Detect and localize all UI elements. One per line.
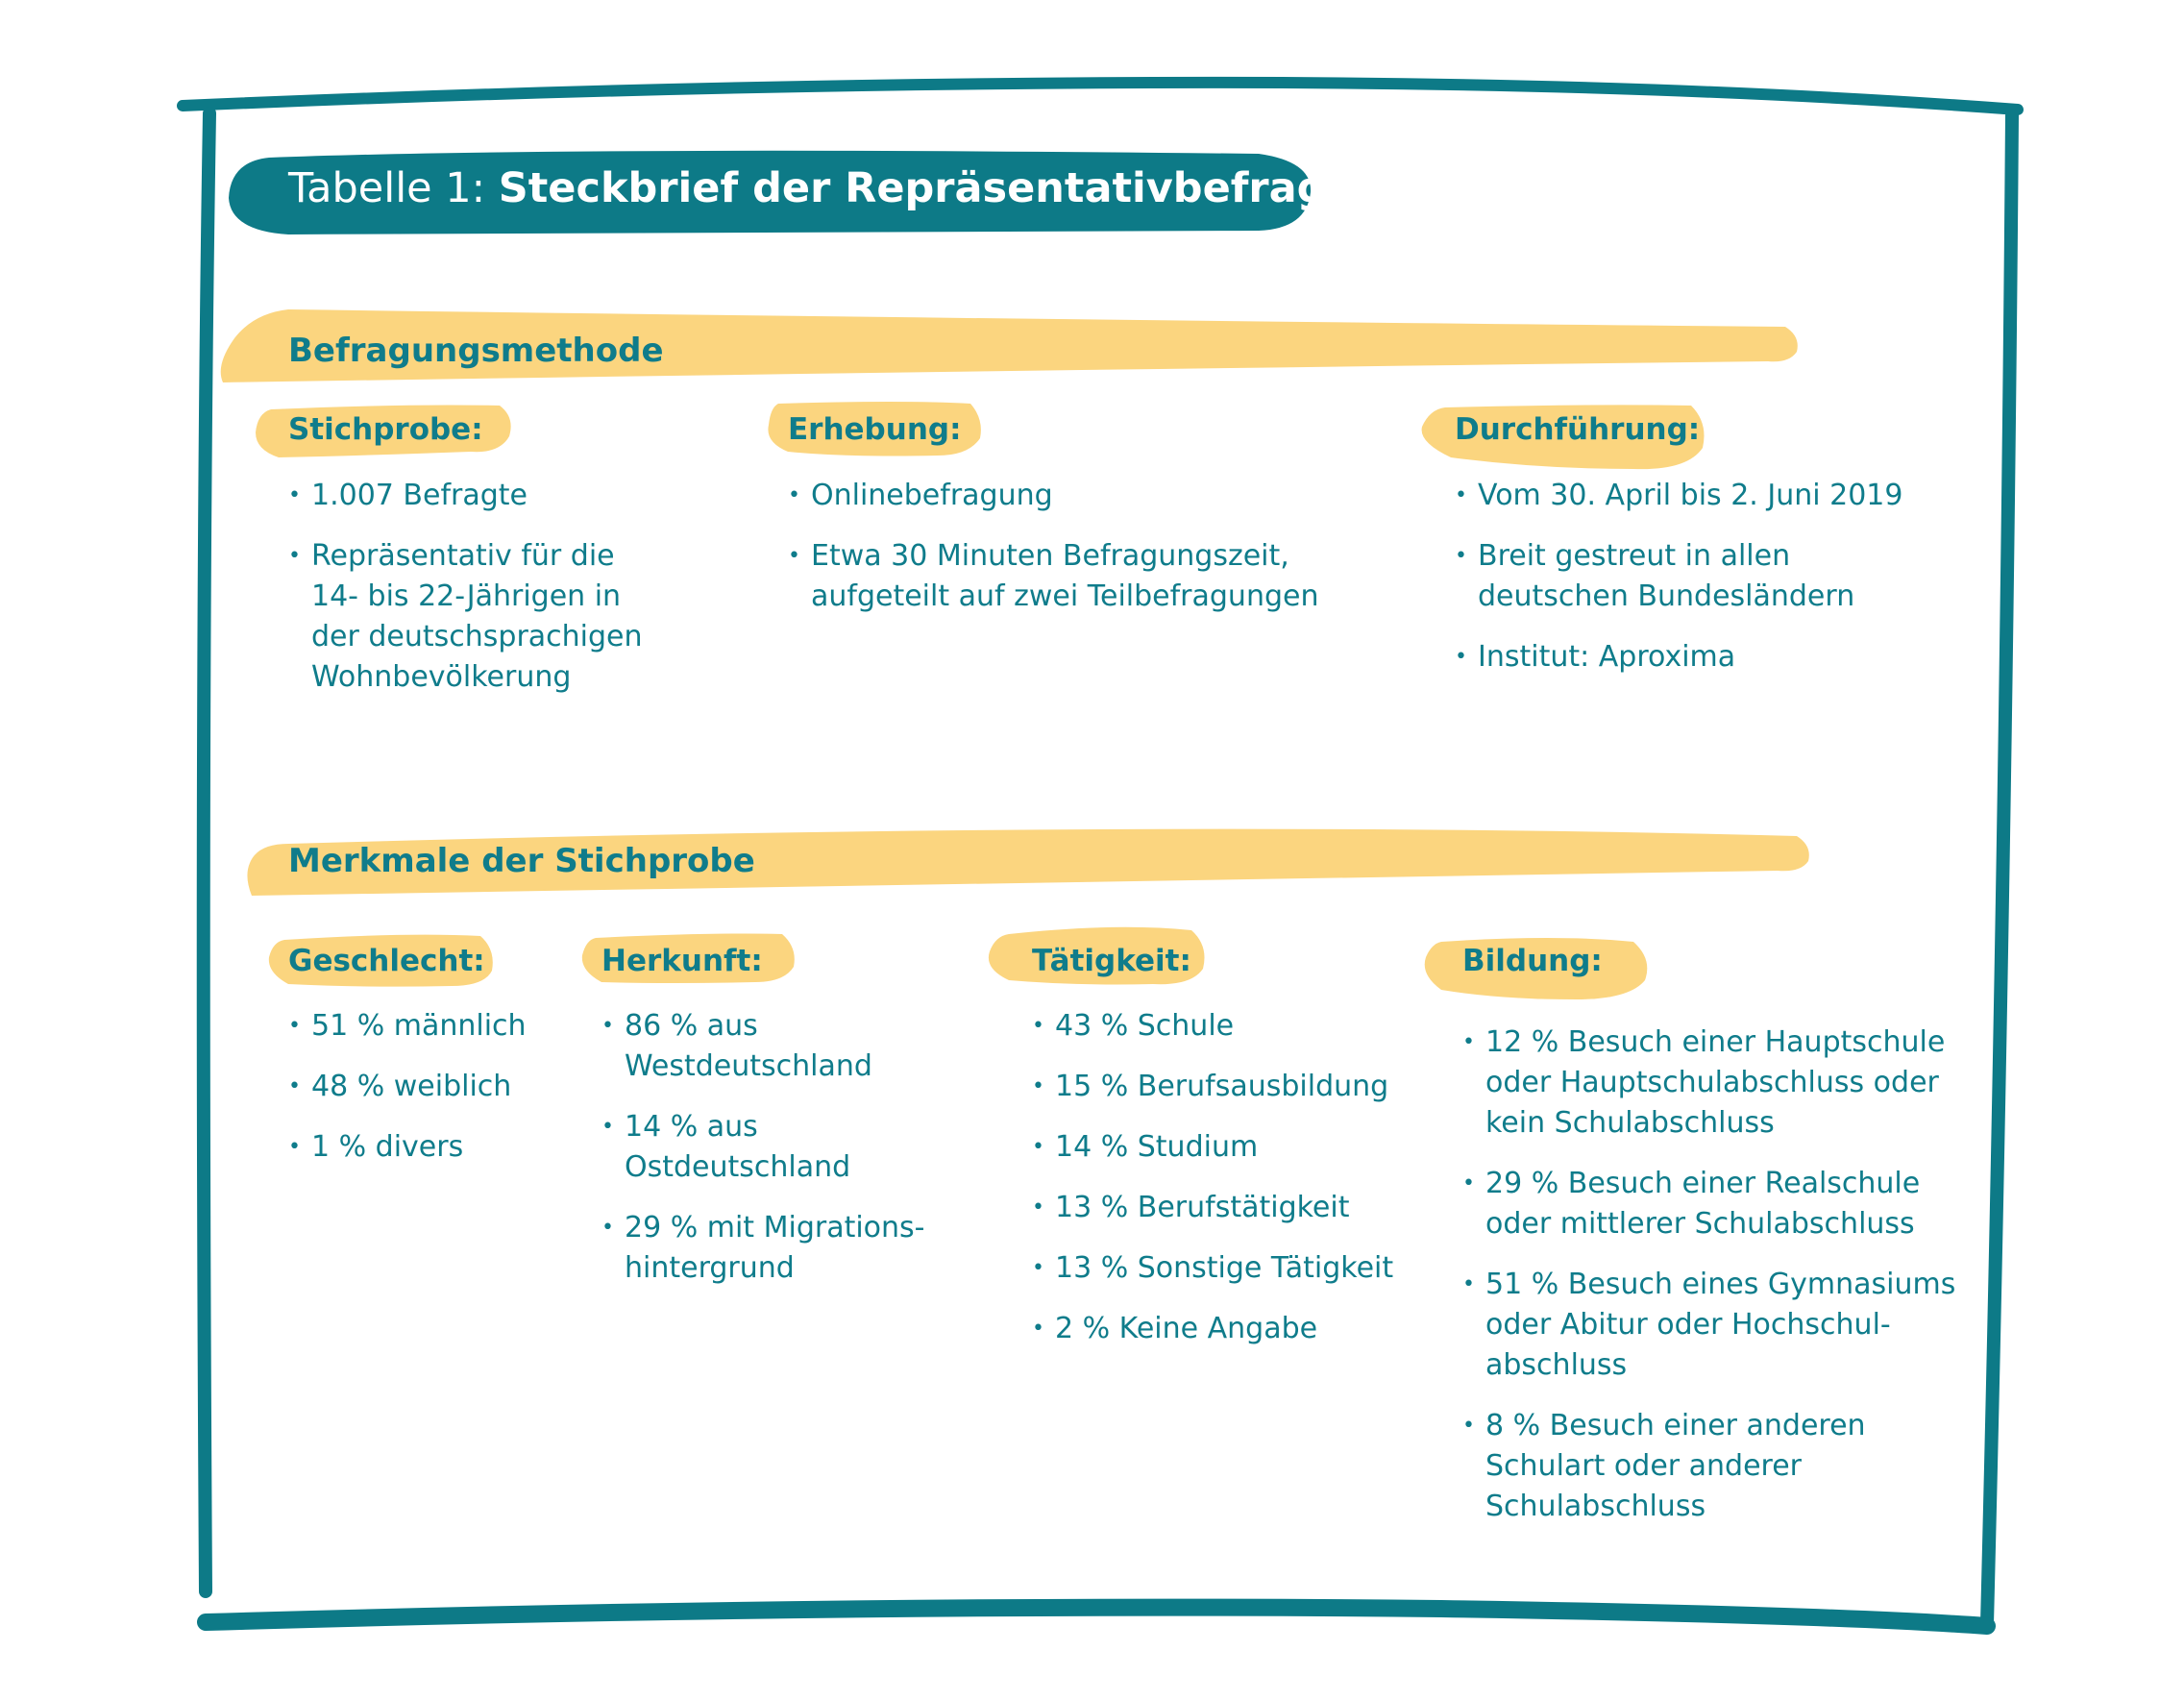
bildung-list xyxy=(1462,1022,1981,1547)
geschlecht-list xyxy=(288,1006,577,1188)
title-main: Steckbrief der Repräsentativbefragung xyxy=(498,164,1415,212)
list-item: • 15 % Berufsausbildung xyxy=(1032,1067,1436,1107)
list-item: • 8 % Besuch einer anderen Schulart oder anderer Schulabschluss xyxy=(1462,1406,1981,1527)
stichprobe-list xyxy=(288,476,711,718)
list-item: • 86 % aus Westdeutschland xyxy=(601,1006,986,1087)
list-item: • Etwa 30 Minuten Befragungszeit, aufgeteilt auf zwei Teilbefragungen xyxy=(788,536,1384,617)
frame-right-stroke xyxy=(1987,115,2012,1624)
label-herkunft: Herkunft: xyxy=(601,944,763,978)
erhebung-list xyxy=(788,476,1384,637)
frame-left-stroke xyxy=(204,113,209,1591)
herkunft-list xyxy=(601,1006,986,1309)
list-item: • Vom 30. April bis 2. Juni 2019 xyxy=(1455,476,1954,516)
list-item: • 2 % Keine Angabe xyxy=(1032,1309,1436,1349)
label-bildung: Bildung: xyxy=(1462,944,1603,978)
label-erhebung: Erhebung: xyxy=(788,412,962,447)
label-durchfuehrung: Durchführung: xyxy=(1455,412,1701,447)
label-taetigkeit: Tätigkeit: xyxy=(1032,944,1191,978)
label-stichprobe: Stichprobe: xyxy=(288,412,483,447)
list-item: • Repräsentativ für die 14- bis 22-Jährigen in der deutschsprachigen Wohnbevölkerung xyxy=(288,536,711,698)
section-heading-merkmale: Merkmale der Stichprobe xyxy=(288,842,755,880)
list-item: • 29 % mit Migrations- hintergrund xyxy=(601,1208,986,1289)
list-item: • 12 % Besuch einer Hauptschule oder Hauptschulabschluss oder kein Schulabschluss xyxy=(1462,1022,1981,1144)
list-item: • 29 % Besuch einer Realschule oder mittlerer Schulabschluss xyxy=(1462,1164,1981,1244)
list-item: • 13 % Berufstätigkeit xyxy=(1032,1188,1436,1228)
list-item: • 1 % divers xyxy=(288,1127,577,1168)
list-item: • 1.007 Befragte xyxy=(288,476,711,516)
list-item: • 48 % weiblich xyxy=(288,1067,577,1107)
page-title xyxy=(288,161,1414,215)
list-item: • Onlinebefragung xyxy=(788,476,1384,516)
frame-top-stroke xyxy=(183,83,2018,110)
taetigkeit-list xyxy=(1032,1006,1436,1369)
title-prefix: Tabelle 1: xyxy=(288,164,499,212)
list-item: • 43 % Schule xyxy=(1032,1006,1436,1047)
list-item: • 13 % Sonstige Tätigkeit xyxy=(1032,1248,1436,1289)
list-item: • 14 % aus Ostdeutschland xyxy=(601,1107,986,1188)
frame-bottom-stroke xyxy=(206,1608,1987,1626)
list-item: • Breit gestreut in allen deutschen Bundesländern xyxy=(1455,536,1954,617)
list-item: • 51 % männlich xyxy=(288,1006,577,1047)
durchfuehrung-list xyxy=(1455,476,1954,698)
label-geschlecht: Geschlecht: xyxy=(288,944,485,978)
section-heading-befragungsmethode: Befragungsmethode xyxy=(288,332,664,370)
list-item: • 14 % Studium xyxy=(1032,1127,1436,1168)
list-item: • 51 % Besuch eines Gymnasiums oder Abitur oder Hochschul- abschluss xyxy=(1462,1265,1981,1386)
list-item: • Institut: Aproxima xyxy=(1455,637,1954,678)
